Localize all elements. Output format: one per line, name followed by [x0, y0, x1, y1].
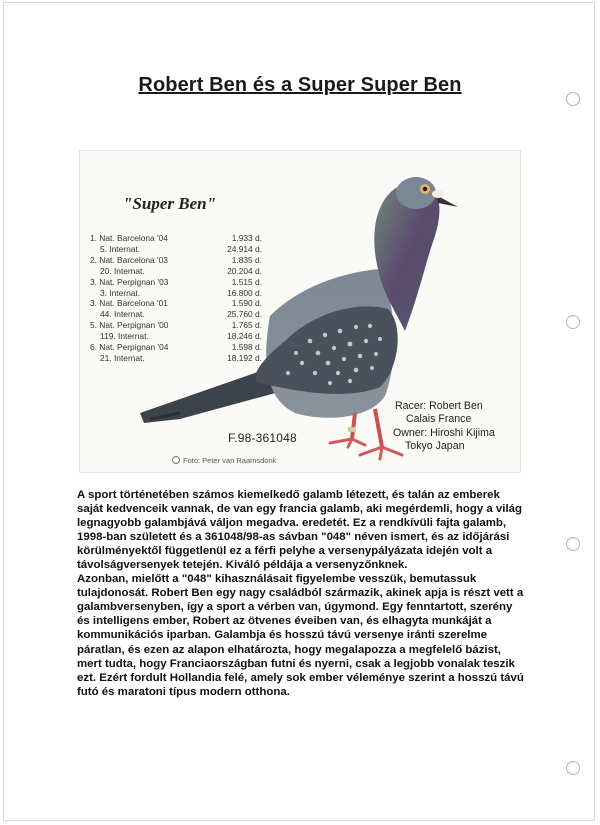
- pigeon-photo: [79, 150, 521, 473]
- race-name: 6. Nat. Perpignan '04: [90, 342, 169, 353]
- bird-name: "Super Ben": [123, 194, 217, 213]
- copyright-icon: [172, 456, 180, 464]
- race-name: 5. Nat. Perpignan '00: [90, 320, 169, 331]
- owner-line: Owner: Hiroshi Kijima: [393, 426, 495, 439]
- punch-hole-bottom: [566, 761, 580, 775]
- punch-hole-lower: [566, 537, 580, 551]
- race-name: 2. Nat. Barcelona '03: [90, 254, 168, 265]
- race-distance: 1.835 d.: [231, 254, 262, 265]
- race-distance: 18.246 d.: [227, 331, 262, 342]
- race-distance: 1.933 d.: [231, 233, 262, 243]
- punch-hole-middle: [566, 315, 580, 329]
- race-distance: 18.192 d.: [227, 352, 262, 363]
- race-result-row: [90, 342, 262, 353]
- photo-credit: [172, 456, 276, 465]
- racer-line: Racer: Robert Ben: [395, 400, 483, 412]
- race-result-row: [90, 233, 262, 244]
- race-result-row: [90, 320, 262, 331]
- article-body: [77, 488, 527, 699]
- race-distance: 1.765 d.: [231, 320, 262, 331]
- photo-credit-text: Foto: Peter van Raamsdonk: [183, 456, 277, 465]
- race-name: 21. Internat.: [100, 352, 145, 363]
- race-distance: 1.515 d.: [231, 276, 262, 287]
- race-name: 3. Nat. Barcelona '01: [90, 298, 168, 309]
- race-distance: 1.590 d.: [231, 298, 262, 309]
- race-distance: 1.598 d.: [231, 342, 262, 353]
- race-name: 5. Internat.: [100, 243, 141, 254]
- race-result-row: [90, 277, 262, 288]
- race-name: 119. Internat.: [100, 331, 149, 342]
- race-distance: 20.204 d.: [227, 265, 262, 276]
- race-result-row: [90, 309, 262, 320]
- race-result-row: [90, 288, 262, 299]
- race-name: 3. Internat.: [100, 287, 141, 298]
- location-line: Calais France: [406, 413, 472, 426]
- race-name: 20. Internat.: [100, 265, 145, 276]
- race-result-row: [90, 353, 262, 364]
- race-distance: 16.800 d.: [227, 287, 262, 298]
- race-result-row: [90, 244, 262, 255]
- article-paragraph: Azonban, mielőtt a "048" kihasználásait figyelembe vesszük, bemutassuk tulajdonosát. Robert Ben egy nagy családból származik, akinek apja is részt vett a galambversenyben, így a sport a vérben van, úgymond. Egy fenntartott, szerény és intelligens ember, Robert az ötvenes éveiben van, és elhagyta munkáját a kommunikációs iparban. Galambja és hosszú távú versenye iránti szerelme páratlan, és ezen az alapon elhatározta, hogy megalapozza a megfelelő bázist, mert tudta, hogy Franciaországban futni és nyerni, csak a legjobb vonalak teszik ezt. Ezért fordult Hollandia felé, amely sok ember véleménye szerint a hosszú távú futó és maratoni típus modern otthona.: [77, 573, 524, 698]
- race-result-row: [90, 255, 262, 266]
- race-name: 44. Internat.: [100, 309, 145, 320]
- owner-info: [393, 400, 515, 453]
- race-distance: 24.914 d.: [227, 243, 262, 254]
- article-paragraph: A sport történetében számos kiemelkedő galamb létezett, és talán az emberek saját kedvenceik vannak, de van egy francia galamb, aki megérdemli, hogy a világ legnagyobb galambjává váljon megadva. eredetét. Ez a rendkívüli fajta galamb, 1998-ban született és a 361048/98-as sávban "048" néven ismert, és az időjárási körülményektől függetlenül ez a férfi pelyhe a versenypályázata idején volt a távolságversenyek tetején. Kiváló példája a versenyzőnknek.: [77, 489, 522, 572]
- race-result-row: [90, 331, 262, 342]
- race-name: 3. Nat. Perpignan '03: [90, 276, 169, 287]
- race-result-row: [90, 266, 262, 277]
- race-results-list: [90, 233, 262, 364]
- page-title: Robert Ben és a Super Super Ben: [138, 74, 462, 96]
- city-line: Tokyo Japan: [405, 439, 465, 452]
- race-distance: 25.760 d.: [227, 309, 262, 320]
- race-name: 1. Nat. Barcelona '04: [90, 233, 168, 243]
- race-result-row: [90, 298, 262, 309]
- ring-number: F.98-361048: [228, 431, 297, 445]
